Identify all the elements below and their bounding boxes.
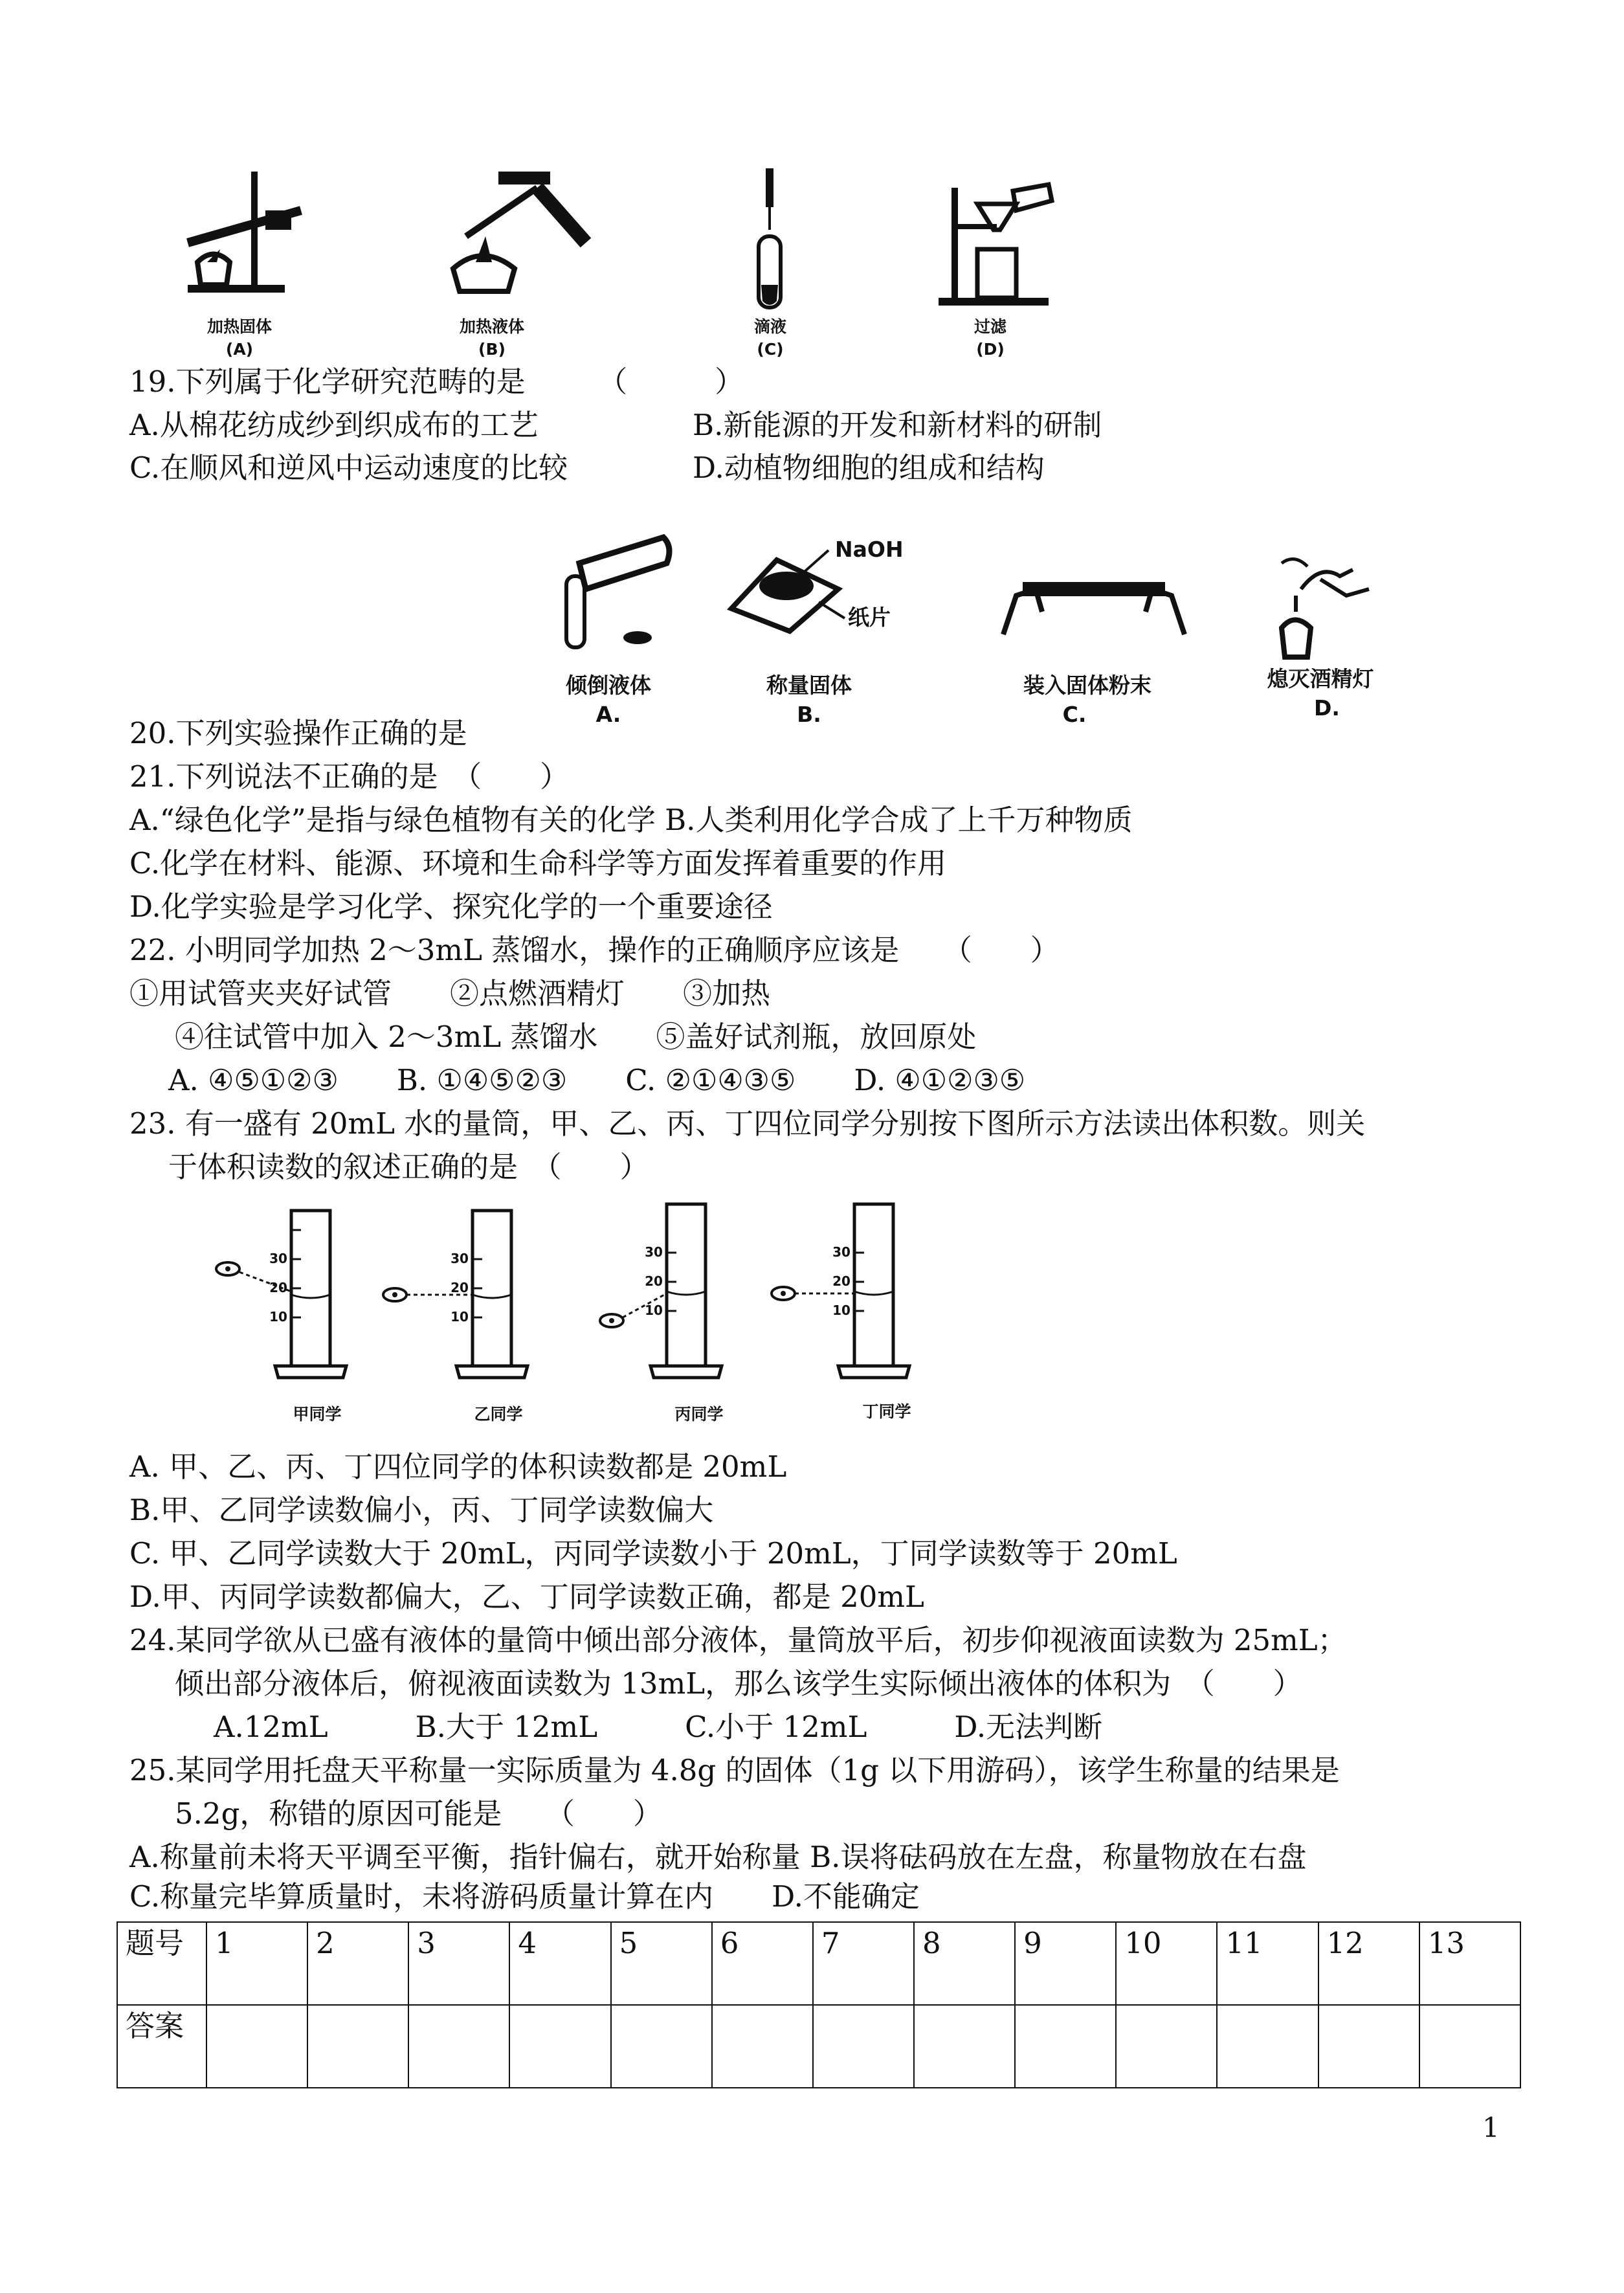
caption-pouring: 倾倒液体	[566, 673, 651, 698]
figure-filtering	[932, 178, 1062, 308]
caption-letter-d2: D.	[1314, 695, 1340, 721]
q22-steps-1: ①用试管夹夹好试管 ②点燃酒精灯 ③加热	[129, 976, 771, 1011]
answer-cell[interactable]	[1419, 2005, 1520, 2088]
page-number: 1	[1482, 2112, 1500, 2143]
student-ding: 丁同学	[862, 1402, 911, 1421]
q25-option-ab: A.称量前未将天平调至平衡，指针偏右，就开始称量 B.误将砝码放在左盘，称量物放在右盘	[129, 1840, 1307, 1874]
label-naoh: NaOH	[835, 537, 904, 562]
tick-10-c: 10	[645, 1303, 663, 1318]
caption-extinguish: 熄灭酒精灯	[1267, 666, 1374, 691]
tick-20-a: 20	[269, 1280, 287, 1295]
cylinder-figure-3	[595, 1198, 757, 1385]
student-yi: 乙同学	[474, 1405, 523, 1424]
caption-dropping: 滴液	[753, 317, 786, 336]
answer-table	[117, 1921, 1521, 2088]
q23-option-c: C. 甲、乙同学读数大于 20mL，丙同学读数小于 20mL，丁同学读数等于 20mL	[129, 1536, 1177, 1571]
answer-cell[interactable]	[408, 2005, 509, 2088]
question-number-cell: 9	[1015, 1922, 1116, 2005]
q24-options: A.12mL B.大于 12mL C.小于 12mL D.无法判断	[214, 1710, 1103, 1744]
caption-letter-c2: C.	[1062, 702, 1087, 727]
answer-table-header-row	[117, 1922, 1520, 2005]
figure-heating-liquid	[440, 165, 608, 314]
question-number-cell: 13	[1419, 1922, 1520, 2005]
header-label-cell: 题号	[117, 1922, 206, 2005]
caption-filtering: 过滤	[973, 317, 1007, 336]
q22-options: A. ④⑤①②③ B. ①④⑤②③ C. ②①④③⑤ D. ④①②③⑤	[168, 1063, 1026, 1097]
figure-heating-solid	[168, 165, 311, 314]
question-number-cell: 6	[712, 1922, 813, 2005]
question-number-cell: 10	[1116, 1922, 1217, 2005]
caption-letter-b2: B.	[797, 702, 821, 727]
q19-option-d: D.动植物细胞的组成和结构	[693, 451, 1045, 485]
q23-stem-1: 23. 有一盛有 20mL 水的量筒，甲、乙、丙、丁四位同学分别按下图所示方法读出体积数。则关	[129, 1106, 1366, 1141]
tick-30-d: 30	[832, 1244, 851, 1260]
question-number-cell: 7	[813, 1922, 914, 2005]
caption-letter-b: (B)	[478, 340, 506, 359]
q23-stem-2: 于体积读数的叙述正确的是 （ ）	[168, 1150, 649, 1184]
q19-stem: 19.下列属于化学研究范畴的是 （ ）	[129, 364, 744, 399]
caption-adding-powder: 装入固体粉末	[1023, 673, 1151, 698]
cylinder-figure-1	[214, 1204, 375, 1385]
q19-option-c: C.在顺风和逆风中运动速度的比较	[129, 451, 568, 485]
figure-extinguish-lamp	[1256, 550, 1372, 667]
tick-30-a: 30	[269, 1251, 287, 1266]
tick-10-d: 10	[832, 1303, 851, 1318]
q23-option-d: D.甲、丙同学读数都偏大，乙、丁同学读数正确，都是 20mL	[129, 1580, 924, 1614]
q24-stem-2: 倾出部分液体后，俯视液面读数为 13mL，那么该学生实际倾出液体的体积为 （ ）	[175, 1666, 1302, 1701]
answer-cell[interactable]	[1015, 2005, 1116, 2088]
q25-stem-2: 5.2g，称错的原因可能是 （ ）	[175, 1796, 662, 1831]
answer-cell[interactable]	[307, 2005, 408, 2088]
figure-pouring-liquid	[553, 528, 683, 677]
caption-weighing: 称量固体	[766, 673, 852, 698]
caption-letter-a: (A)	[225, 340, 254, 359]
q20-stem: 20.下列实验操作正确的是	[129, 716, 467, 750]
figure-adding-powder	[997, 563, 1191, 654]
q19-option-b: B.新能源的开发和新材料的研制	[693, 408, 1102, 442]
question-number-cell: 2	[307, 1922, 408, 2005]
student-bing: 丙同学	[674, 1405, 724, 1424]
caption-letter-c: (C)	[757, 340, 784, 359]
answer-cell[interactable]	[1217, 2005, 1318, 2088]
q22-steps-2: ④往试管中加入 2～3mL 蒸馏水 ⑤盖好试剂瓶，放回原处	[175, 1020, 977, 1054]
q22-stem: 22. 小明同学加热 2～3mL 蒸馏水，操作的正确顺序应该是 （ ）	[129, 933, 1060, 967]
question-number-cell: 4	[509, 1922, 610, 2005]
answer-table-answer-row	[117, 2005, 1520, 2088]
question-number-cell: 3	[408, 1922, 509, 2005]
q21-option-c: C.化学在材料、能源、环境和生命科学等方面发挥着重要的作用	[129, 846, 947, 880]
tick-20-d: 20	[832, 1273, 851, 1289]
answer-cell[interactable]	[509, 2005, 610, 2088]
q21-option-ab: A.“绿色化学”是指与绿色植物有关的化学 B.人类利用化学合成了上千万种物质	[129, 803, 1133, 837]
caption-heating-liquid: 加热液体	[459, 317, 524, 336]
question-number-cell: 1	[206, 1922, 307, 2005]
q21-stem: 21.下列说法不正确的是 （ ）	[129, 759, 570, 794]
answer-cell[interactable]	[914, 2005, 1015, 2088]
answer-cell[interactable]	[611, 2005, 712, 2088]
question-number-cell: 11	[1217, 1922, 1318, 2005]
answer-cell[interactable]	[206, 2005, 307, 2088]
q25-option-cd: C.称量完毕算质量时，未将游码质量计算在内 D.不能确定	[129, 1879, 920, 1914]
student-jia: 甲同学	[293, 1405, 342, 1424]
tick-20-c: 20	[645, 1273, 663, 1289]
q23-option-a: A. 甲、乙、丙、丁四位同学的体积读数都是 20mL	[129, 1449, 787, 1484]
answer-cell[interactable]	[712, 2005, 813, 2088]
question-number-cell: 8	[914, 1922, 1015, 2005]
caption-letter-a2: A.	[595, 702, 621, 727]
answer-label-cell: 答案	[117, 2005, 206, 2088]
q21-option-d: D.化学实验是学习化学、探究化学的一个重要途径	[129, 889, 773, 924]
caption-letter-d: (D)	[976, 340, 1005, 359]
q23-option-b: B.甲、乙同学读数偏小，丙、丁同学读数偏大	[129, 1493, 714, 1527]
tick-30-b: 30	[450, 1251, 469, 1266]
question-number-cell: 12	[1318, 1922, 1419, 2005]
figure-dropping-liquid	[744, 165, 796, 314]
answer-cell[interactable]	[813, 2005, 914, 2088]
tick-10-b: 10	[450, 1309, 469, 1325]
answer-cell[interactable]	[1318, 2005, 1419, 2088]
question-number-cell: 5	[611, 1922, 712, 2005]
label-paper: 纸片	[848, 605, 891, 630]
tick-10-a: 10	[269, 1309, 287, 1325]
cylinder-figure-4	[757, 1198, 926, 1385]
q24-stem-1: 24.某同学欲从已盛有液体的量筒中倾出部分液体，量筒放平后，初步仰视液面读数为 25mL；	[129, 1623, 1347, 1657]
answer-cell[interactable]	[1116, 2005, 1217, 2088]
tick-30-c: 30	[645, 1244, 663, 1260]
q25-stem-1: 25.某同学用托盘天平称量一实际质量为 4.8g 的固体（1g 以下用游码），该学生称量的结果是	[129, 1753, 1340, 1787]
tick-20-b: 20	[450, 1280, 469, 1295]
q19-option-a: A.从棉花纺成纱到织成布的工艺	[129, 408, 539, 442]
caption-heating-solid: 加热固体	[206, 317, 272, 336]
